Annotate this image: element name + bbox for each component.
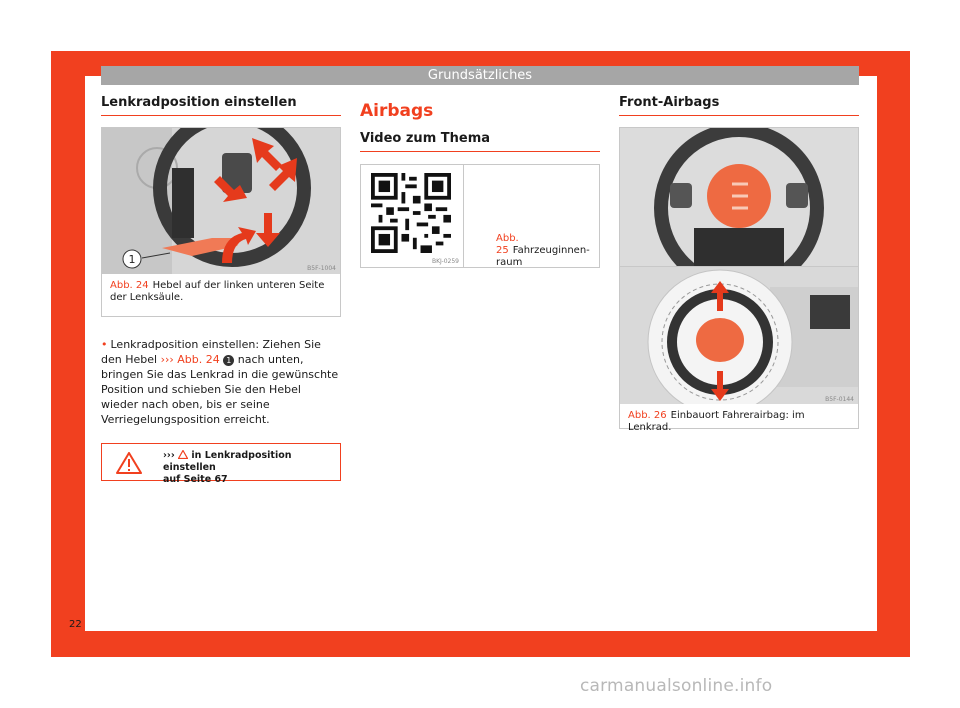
instruction-part1: Lenkradposition einstellen: Ziehen Sie den Hebel bbox=[101, 338, 321, 366]
bullet: • bbox=[101, 338, 108, 351]
section-title-video: Video zum Thema bbox=[360, 131, 600, 152]
figure-caption-video bbox=[464, 165, 599, 267]
callout-ref-1: 1 bbox=[223, 355, 234, 366]
reference-arrows: ››› bbox=[160, 353, 174, 366]
section-title-front-airbags: Front-Airbags bbox=[619, 95, 859, 116]
left-column bbox=[101, 95, 341, 485]
figure-steering-lever bbox=[101, 127, 341, 317]
section-title-steering: Lenkradposition einstellen bbox=[101, 95, 341, 116]
caption-label: Abb. 24 bbox=[110, 280, 149, 291]
airbag-deployment-illustration bbox=[620, 267, 858, 404]
caption-label-airbag: Abb. 26 bbox=[628, 410, 667, 421]
warning-line2: auf Seite 67 bbox=[163, 474, 228, 485]
middle-column bbox=[360, 101, 600, 268]
warning-arrows: ››› bbox=[163, 450, 175, 461]
steering-lever-illustration bbox=[102, 128, 340, 274]
figure-reference-link[interactable]: Abb. 24 bbox=[177, 353, 220, 366]
qr-frame bbox=[361, 165, 464, 267]
figure-ref-code-airbag: B5F-0144 bbox=[825, 396, 854, 403]
page-number: 22 bbox=[69, 619, 82, 630]
warning-triangle-icon bbox=[116, 452, 142, 474]
caption-label-video: Abb. 25 bbox=[496, 233, 519, 256]
caption-text-video: Fahrzeuginnen- raum bbox=[496, 245, 590, 268]
watermark: carmanualsonline.info bbox=[580, 676, 773, 696]
steering-wheel-airbag-illustration bbox=[620, 128, 858, 266]
instruction-part2: nach unten, bringen Sie das Lenkrad in die gewünschte Position und schieben Sie den Hebel wieder nach oben, bis er seine Verriegelungsposition erreicht. bbox=[101, 353, 339, 426]
instruction-text bbox=[101, 337, 341, 427]
warning-box[interactable] bbox=[101, 443, 341, 485]
figure-video-qr bbox=[360, 164, 600, 268]
qr-code-icon[interactable] bbox=[371, 173, 451, 253]
figure-caption bbox=[102, 274, 340, 312]
caption-text: Hebel auf der linken unteren Seite der Lenksäule. bbox=[110, 280, 325, 303]
qr-ref-code: BKJ-0259 bbox=[431, 258, 459, 265]
chapter-title: Airbags bbox=[360, 101, 434, 121]
running-header: Grundsätzliches bbox=[101, 66, 859, 85]
warning-text bbox=[163, 450, 340, 486]
right-column bbox=[619, 95, 859, 433]
warning-line1: in Lenkradposition einstellen bbox=[163, 450, 292, 473]
caption-text-airbag: Einbauort Fahrerairbag: im Lenkrad. bbox=[628, 410, 805, 433]
callout-1: 1 bbox=[128, 253, 136, 266]
figure-ref-code: B5F-1004 bbox=[307, 265, 336, 272]
figure-caption-airbag bbox=[620, 404, 858, 442]
figure-front-airbag bbox=[619, 127, 859, 433]
small-warning-icon bbox=[178, 450, 188, 459]
